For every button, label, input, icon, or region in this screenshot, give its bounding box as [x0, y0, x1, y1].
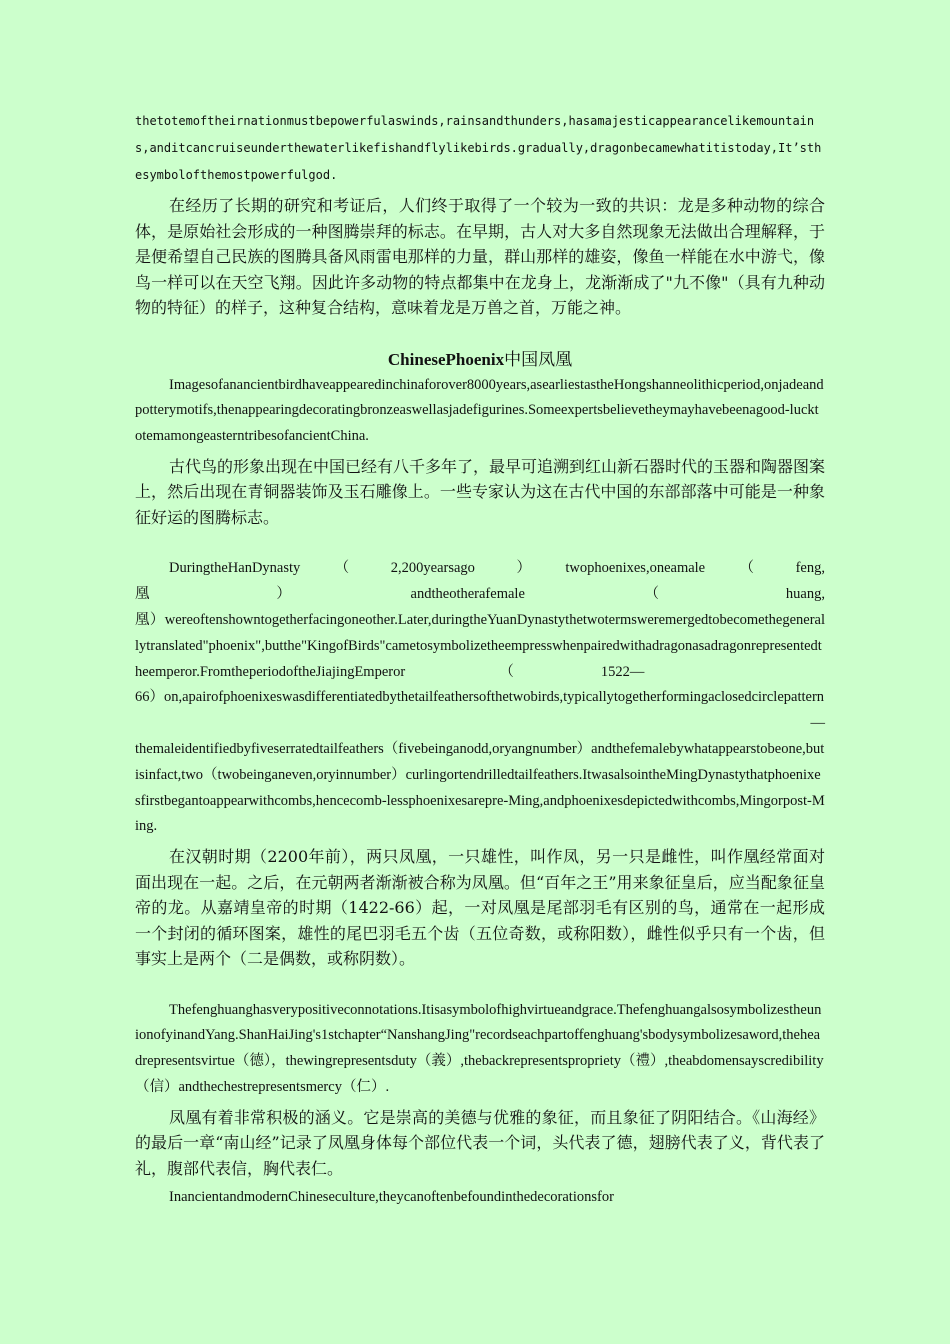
- phoenix-english-paragraph-4: InancientandmodernChineseculture,theycanoftenbefoundinthedecorationsfor: [169, 1189, 614, 1206]
- phoenix-chinese-paragraph-1: 古代鸟的形象出现在中国已经有八千多年了，最早可追溯到红山新石器时代的玉器和陶器图案上，然后出现在青铜器装饰及玉石雕像上。一些专家认为这在古代中国的东部部落中可能是一种象征好运的图腾标志。: [135, 456, 826, 527]
- phoenix-english-paragraph-3: Thefenghuanghasverypositiveconnotations.Itisasymbolofhighvirtueandgrace.ThefenghuangalsosymbolizestheunionofyinandYang.ShanHaiJing's1stchapter“NanshangJing"recordseachpartoffenghuang'sbodysymbolizesaword,theheadrepresentsvirtue（德），thewingrepresentsduty（義）,thebackrepresentspropriety（禮）,theabdomensayscredibility（信）andthechestrepresentsmercy（仁）.: [135, 1001, 824, 1096]
- phoenix-english-paragraph-2-line2: 凰 ） andtheotherafemale （ huang,: [135, 586, 825, 603]
- phoenix-english-paragraph-2-dash: —: [810, 715, 825, 732]
- phoenix-chinese-paragraph-2: 在汉朝时期（2200年前），两只凤凰，一只雄性，叫作凤，另一只是雌性，叫作凰经常面对面出现在一起。之后，在元朝两者渐渐被合称为凤凰。但“百年之王”用来象征皇后，应当配象征皇帝的龙。从嘉靖皇帝的时期（1422-66）起，一对凤凰是尾部羽毛有区别的鸟，通常在一起形成一个封闭的循环图案，雄性的尾巴羽毛五个齿（五位奇数，或称阳数），雌性似乎只有一个齿，但事实上是两个（二是偶数，或称阴数）。: [135, 847, 825, 969]
- phoenix-english-paragraph-2-body: 凰）wereoftenshowntogetherfacingoneother.Later,duringtheYuanDynastythetwotermsweremergedtobecomethegenerallytranslated"phoenix",butthe"KingofBirds"cametosymbolizetheempresswhenpairedwithadragonasadragonrepresentedtheemperor.FromtheperiodoftheJiajingEmperor （ 1522—: [135, 611, 825, 680]
- document-page: [135, 108, 825, 1211]
- phoenix-english-paragraph-1: Imagesofanancientbirdhaveappearedinchinaforover8000years,asearliestastheHongshanneolithicperiod,onjadeandpotterymotifs,thenappearingdecoratingbronzeaswellasjadefigurines.Someexpertsbelievetheymayhavebeenagood-lucktotemamongeasterntribesofancientChina.: [135, 376, 824, 445]
- phoenix-english-paragraph-2-body2: 66）on,apairofphoenixeswasdifferentiatedbythetailfeathersofthetwobirds,typicallytogetherformingaclosedcirclepattern: [135, 689, 825, 706]
- dragon-english-paragraph: thetotemoftheirnationmustbepowerfulaswinds,rainsandthunders,hasamajesticappearancelikemountains,anditcancruiseunderthewaterlikefishandflylikebirds.gradually,dragonbecamewhatitistoday,It’sthesymbolofthemostpowerfulgod.: [135, 114, 822, 182]
- section-heading-phoenix: [135, 347, 825, 373]
- phoenix-chinese-paragraph-3: 凤凰有着非常积极的涵义。它是崇高的美德与优雅的象征，而且象征了阴阳结合。《山海经》的最后一章“南山经”记录了凤凰身体每个部位代表一个词，头代表了德，翅膀代表了义，背代表了礼，腹部代表信，胸代表仁。: [135, 1107, 825, 1178]
- phoenix-english-paragraph-2-body3: themaleidentifiedbyfiveserratedtailfeathers（fivebeinganodd,oryangnumber）andthefemalebywhatappearstobeone,butisinfact,two（twobeinganeven,oryinnumber）curlingortendrilledtailfeathers.ItwasalsointheMingDynastythatphoenixesfirstbegantoappearwithcombs,hencecomb-lessphoenixesarepre-Ming,andphoenixesdepictedwithcombs,Mingorpost-Ming.: [135, 740, 825, 835]
- phoenix-english-paragraph-2-line1: DuringtheHanDynasty （ 2,200yearsago ） twophoenixes,oneamale （ feng,: [169, 560, 825, 577]
- heading-english: ChinesePhoenix: [387, 349, 505, 369]
- heading-chinese: 中国凤凰: [504, 349, 573, 369]
- dragon-chinese-paragraph: 在经历了长期的研究和考证后，人们终于取得了一个较为一致的共识：龙是多种动物的综合体，是原始社会形成的一种图腾崇拜的标志。在早期，古人对大多自然现象无法做出合理解释，于是便希望自己民族的图腾具备风雨雷电那样的力量，群山那样的雄姿，像鱼一样能在水中游弋，像鸟一样可以在天空飞翔。因此许多动物的特点都集中在龙身上，龙渐渐成了"九不像"（具有九种动物的特征）的样子，这种复合结构，意味着龙是万兽之首，万能之神。: [135, 196, 825, 317]
